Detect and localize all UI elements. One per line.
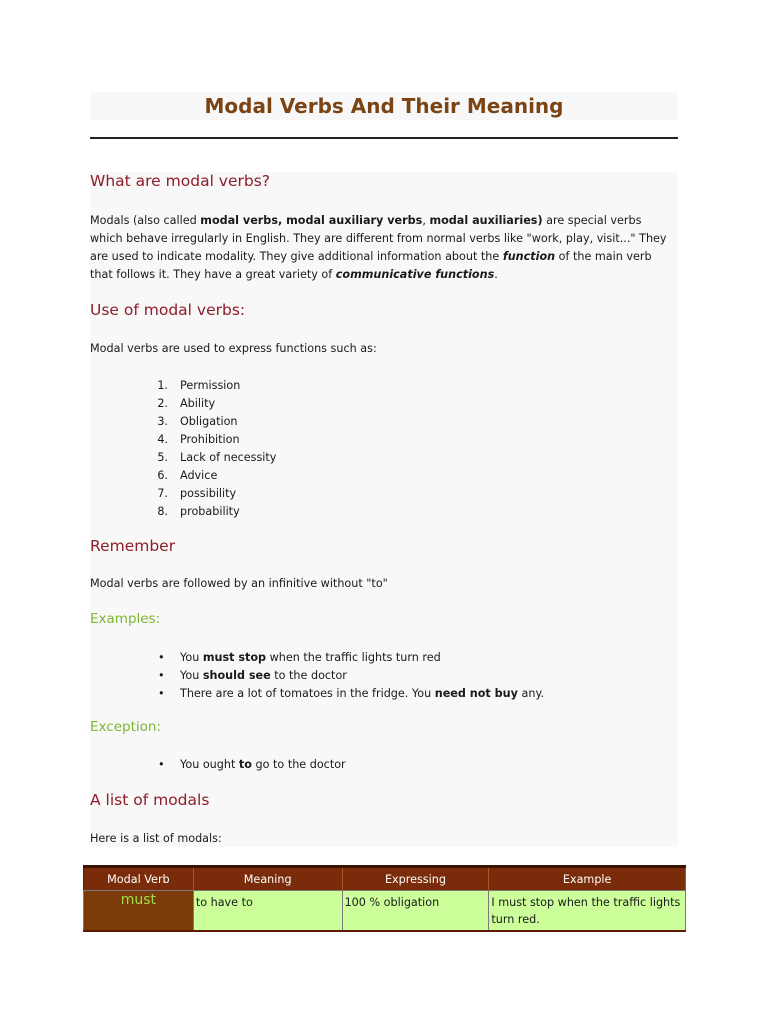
- bullet-icon: •: [158, 651, 165, 664]
- modal-verb-cell: must: [84, 891, 194, 932]
- column-header: Example: [489, 867, 686, 891]
- page-title: Modal Verbs And Their Meaning: [204, 94, 564, 118]
- heading-remember: Remember: [90, 537, 176, 555]
- bullet-icon: •: [158, 687, 165, 700]
- list-intro: Here is a list of modals:: [90, 832, 222, 845]
- title-band: [90, 92, 678, 120]
- bullet-icon: •: [158, 669, 165, 682]
- heading-what-are-modal-verbs: What are modal verbs?: [90, 172, 271, 190]
- expressing-cell: 100 % obligation: [342, 891, 489, 932]
- remember-text: Modal verbs are followed by an infinitive without "to": [90, 577, 388, 590]
- content-panel: What are modal verbs? Modals (also called modal verbs, modal auxiliary verbs, modal auxiliaries) are special verbs which behave irregularly in English. They are different from normal verbs like "work, play, visit..." They are used to indicate modality. They give additional information about the function of the main verb that follows it. They have a great variety of communicative functions. Use of modal verbs: Modal verbs are used to express functions such as: 1. Permission 2. Ability 3. Obligation 4. Prohibition 5. Lack of necessity 6. Advice 7. possibility 8. probability Remember Modal verbs are followed by an infinitive without "to" Examples: • You must stop when the traffic lights turn red • You should see to the doctor • There are a lot of tomatoes in the fridge. You need not buy any. Exception: • You ought to go to the doctor A list of modals Here is a list of modals:: [90, 172, 678, 847]
- example-cell: I must stop when the traffic lights turn red.: [489, 891, 686, 932]
- meaning-cell: to have to: [193, 891, 342, 932]
- bullet-icon: •: [158, 758, 165, 771]
- heading-list-of-modals: A list of modals: [90, 791, 210, 809]
- table-row: [84, 891, 686, 932]
- heading-use-of-modal-verbs: Use of modal verbs:: [90, 301, 246, 319]
- column-header: Modal Verb: [84, 867, 194, 891]
- column-header: Expressing: [342, 867, 489, 891]
- title-divider: [90, 137, 678, 139]
- heading-exception: Exception:: [90, 719, 161, 735]
- heading-examples: Examples:: [90, 611, 161, 627]
- modals-table: [83, 865, 686, 932]
- use-intro: Modal verbs are used to express functions such as:: [90, 342, 377, 355]
- column-header: Meaning: [193, 867, 342, 891]
- table-header-row: [84, 867, 686, 891]
- definition-paragraph: Modals (also called modal verbs, modal auxiliary verbs, modal auxiliaries) are special verbs which behave irregularly in English. They are different from normal verbs like "work, play, visit..." They are used to indicate modality. They give additional information about the function of the main verb that follows it. They have a great variety of communicative functions.: [90, 214, 667, 281]
